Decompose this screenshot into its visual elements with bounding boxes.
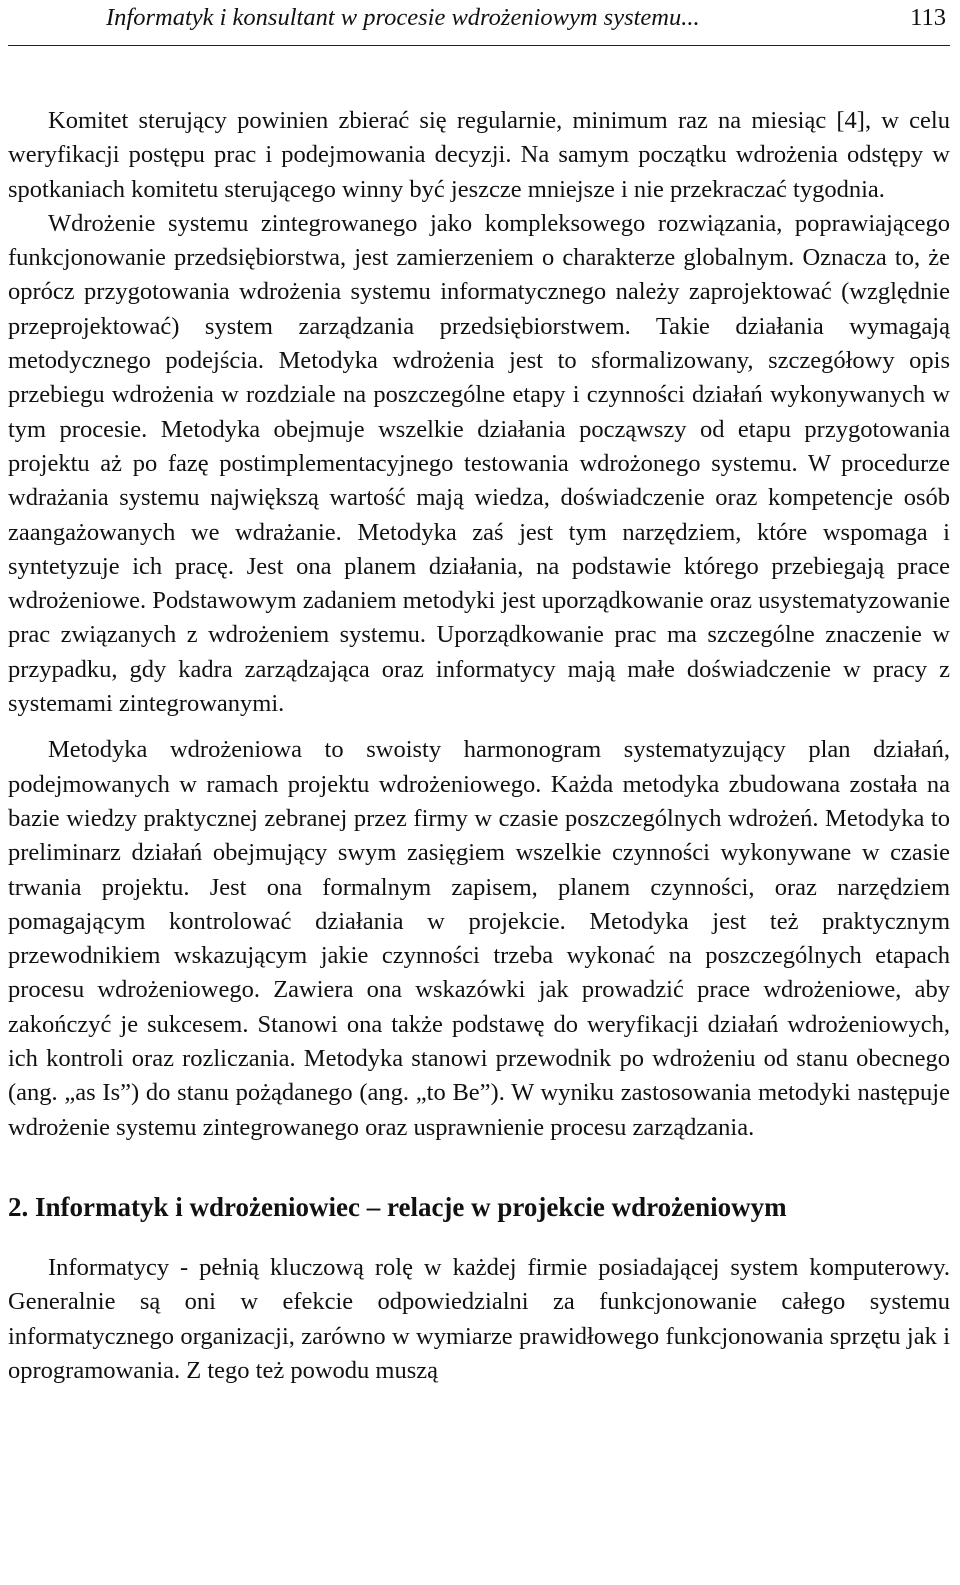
running-header (8, 0, 950, 46)
paragraph-steering-committee: Komitet sterujący powinien zbierać się regularnie, minimum raz na miesiąc [4], w celu weryfikacji postępu prac i podejmowania decyzji. Na samym początku wdrożenia odstępy w spotkaniach komitetu sterującego winny być jeszcze mniejsze i nie przekraczać tygodnia. (8, 107, 950, 203)
paragraph-implementation-methodology: Wdrożenie systemu zintegrowanego jako kompleksowego rozwiązania, poprawiającego funkcjonowanie przedsiębiorstwa, jest zamierzeniem o charakterze globalnym. Oznacza to, że oprócz przygotowania wdrożenia systemu informatycznego należy zaprojektować (względnie przeprojektować) system zarządzania przedsiębiorstwem. Takie działania wymagają metodycznego podejścia. Metodyka wdrożenia jest to sformalizowany, szczegółowy opis przebiegu wdrożenia w rozdziale na poszczególne etapy i czynności działań wykonywanych w tym procesie. Metodyka obejmuje wszelkie działania począwszy od etapu przygotowania projektu aż po fazę postimplementacyjnego testowania wdrożonego systemu. W procedurze wdrażania systemu największą wartość mają wiedza, doświadczenie oraz kompetencje osób zaangażowanych we wdrażanie. Metodyka zaś jest tym narzędziem, które wspomaga i syntetyzuje ich pracę. Jest ona planem działania, na podstawie którego przebiegają prace wdrożeniowe. Podstawowym zadaniem metodyki jest uporządkowanie oraz usystematyzowanie prac związanych z wdrożeniem systemu. Uporządkowanie prac ma szczególne znaczenie w przypadku, gdy kadra zarządzająca oraz informatycy mają małe doświadczenie w pracy z systemami zintegrowanymi. (8, 209, 950, 718)
paragraph-methodology-schedule: Metodyka wdrożeniowa to swoisty harmonogram systematyzujący plan działań, podejmowanych w ramach projektu wdrożeniowego. Każda metodyka zbudowana została na bazie wiedzy praktycznej zebranej przez firmy w czasie poszczególnych wdrożeń. Metodyka to preliminarz działań obejmujący swym zasięgiem wszelkie czynności wykonywane w czasie trwania projektu. Jest ona formalnym zapisem, planem czynności, oraz narzędziem pomagającym kontrolować działania w projekcie. Metodyka jest też praktycznym przewodnikiem wskazującym jakie czynności trzeba wykonać na poszczególnych etapach procesu wdrożeniowego. Zawiera ona wskazówki jak prowadzić prace wdrożeniowe, aby zakończyć je sukcesem. Stanowi ona także podstawę do weryfikacji działań wdrożeniowych, ich kontroli oraz rozliczania. Metodyka stanowi przewodnik po wdrożeniu od stanu obecnego (ang. „as Is”) do stanu pożądanego (ang. „to Be”). W wyniku zastosowania metodyki następuje wdrożenie systemu zintegrowanego oraz usprawnienie procesu zarządzania. (8, 736, 950, 1141)
document-page (8, 0, 950, 1388)
section-heading: 2. Informatyk i wdrożeniowiec – relacje w projekcie wdrożeniowym (8, 1191, 787, 1222)
body-text (8, 104, 950, 1388)
page-number: 113 (910, 4, 946, 31)
running-title: Informatyk i konsultant w procesie wdrożeniowym systemu... (106, 4, 700, 31)
paragraph-it-staff: Informatycy - pełnią kluczową rolę w każdej firmie posiadającej system komputerowy. Generalnie są oni w efekcie odpowiedzialni za funkcjonowanie całego systemu informatycznego organizacji, zarówno w wymiarze prawidłowego funkcjonowania sprzętu jak i oprogramowania. Z tego też powodu muszą (8, 1253, 950, 1384)
